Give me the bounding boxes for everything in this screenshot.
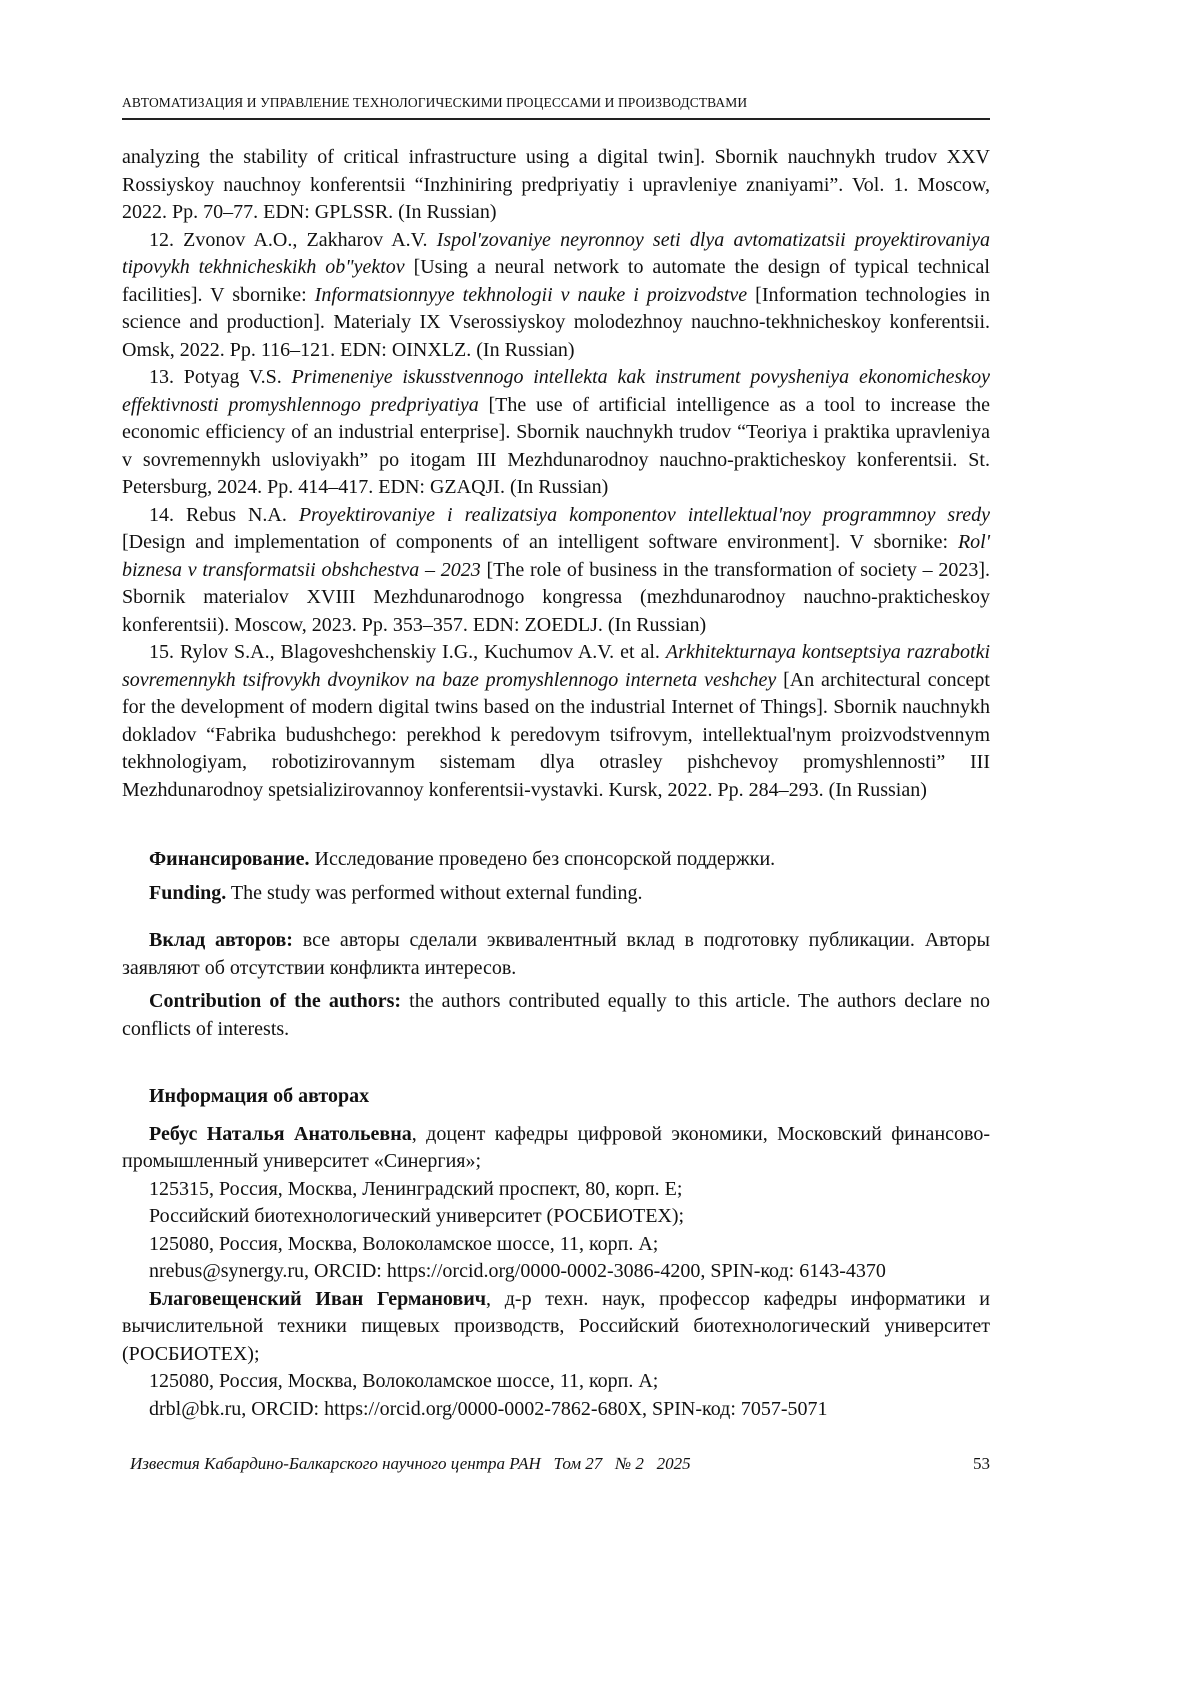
ref-authors: 13. Potyag V.S. — [149, 366, 292, 388]
ref-text: [An architectural concept for the development of modern digital twins based on the industrial Internet of Things]. Sbornik nauchnykh dokladov “Fabrika budushchego: perekhod k peredovym tsifrovym, intellektual'nym proizvodstvennym tekhnologiyam, robotizirovannym sistemam dlya otrasley pishchevoy promyshlennosti” III Mezhdunarodnoy spetsializirovannoy konferentsii-vystavki. Kursk, 2022. Pp. 284–293. (In Russian) — [122, 669, 990, 801]
ref-text: [Design and implementation of components of an intelligent software environment]. V sbornike: — [122, 531, 958, 553]
author-name: Ребус Наталья Анатольевна — [149, 1123, 412, 1145]
ref-authors: 12. Zvonov A.O., Zakharov A.V. — [149, 229, 437, 251]
page — [0, 0, 1200, 1515]
reference-14 — [122, 502, 990, 640]
label: Contribution of the authors: — [149, 990, 401, 1012]
text: все авторы сделали эквивалентный вклад в подготовку публикации. Авторы заявляют об отсутствии конфликта интересов. — [122, 929, 990, 979]
ref-text: [Using a neural network to automate the design of typical technical facilities]. V sbornike: — [122, 256, 990, 306]
ref-text: [The use of artificial intelligence as a tool to increase the economic efficiency of an industrial enterprise]. Sbornik nauchnykh trudov “Teoriya i praktika upravleniya v sovremennykh usloviyakh” po itogam III Mezhdunarodnoy nauchno-prakticheskoy konferentsii. St. Petersburg, 2024. Pp. 414–417. EDN: GZAQJI. (In Russian) — [122, 394, 990, 499]
ref-source: Rol' biznesa v transformatsii obshchestva – 2023 — [122, 531, 990, 581]
ref-authors: 15. Rylov S.A., Blagoveshchenskiy I.G., Kuchumov A.V. et al. — [149, 641, 666, 663]
contribution-section — [122, 927, 990, 1043]
text: The study was performed without external funding. — [226, 882, 642, 904]
author-position: , доцент кафедры цифровой экономики, Московский финансово-промышленный университет «Синергия»; — [122, 1123, 990, 1173]
author-2 — [122, 1286, 990, 1369]
funding-ru — [122, 846, 990, 874]
contribution-ru — [122, 927, 990, 982]
text: Исследование проведено без спонсорской поддержки. — [310, 848, 776, 870]
page-footer — [122, 1453, 990, 1475]
ref-authors: 14. Rebus N.A. — [149, 504, 299, 526]
author-1 — [122, 1121, 990, 1176]
running-header: АВТОМАТИЗАЦИЯ И УПРАВЛЕНИЕ ТЕХНОЛОГИЧЕСКИМИ ПРОЦЕССАМИ И ПРОИЗВОДСТВАМИ — [122, 94, 990, 120]
label: Вклад авторов: — [149, 929, 293, 951]
ref-text: [Information technologies in science and production]. Materialy IX Vserossiyskoy molodezhnoy nauchno-tekhnicheskoy konferentsii. Omsk, 2022. Pp. 116–121. EDN: OINXLZ. (In Russian) — [122, 284, 990, 361]
funding-en — [122, 880, 990, 908]
ref-title: Proyektirovaniye i realizatsiya komponentov intellektual'noy programmnoy sredy — [299, 504, 990, 526]
funding-section — [122, 846, 990, 907]
ref-title: Ispol'zovaniye neyronnoy seti dlya avtomatizatsii proyektirovaniya tipovykh tekhnicheskikh ob"yektov — [122, 229, 990, 279]
label: Funding. — [149, 882, 226, 904]
reference-12 — [122, 227, 990, 365]
ref-title: Arkhitekturnaya kontseptsiya razrabotki sovremennykh tsifrovykh dvoynikov na baze promyshlennogo interneta veshchey — [122, 641, 990, 691]
author-address: 125080, Россия, Москва, Волоколамское шоссе, 11, корп. А; — [122, 1368, 990, 1396]
authors-heading: Информация об авторах — [122, 1083, 990, 1111]
reference-15 — [122, 639, 990, 804]
text: the authors contributed equally to this article. The authors declare no conflicts of interests. — [122, 990, 990, 1040]
author-contacts: drbl@bk.ru, ORCID: https://orcid.org/0000-0002-7862-680X, SPIN-код: 7057-5071 — [122, 1396, 990, 1424]
reference-13 — [122, 364, 990, 502]
authors-info — [122, 1083, 990, 1423]
author-address: 125080, Россия, Москва, Волоколамское шоссе, 11, корп. А; — [122, 1231, 990, 1259]
author-address: 125315, Россия, Москва, Ленинградский проспект, 80, корп. Е; — [122, 1176, 990, 1204]
author-position: , д-р техн. наук, профессор кафедры информатики и вычислительной техники пищевых производств, Российский биотехнологический университет (РОСБИОТЕХ); — [122, 1288, 990, 1365]
author-name: Благовещенский Иван Германович — [149, 1288, 486, 1310]
references-list — [122, 144, 990, 804]
ref-title: Primeneniye iskusstvennogo intellekta kak instrument povysheniya ekonomicheskoy effektivnosti promyshlennogo predpriyatiya — [122, 366, 990, 416]
page-number: 53 — [973, 1453, 990, 1475]
ref-text: [The role of business in the transformation of society – 2023]. Sbornik materialov XVIII Mezhdunarodnogo kongressa (mezhdunarodnoy nauchno-prakticheskoy konferentsii). Moscow, 2023. Pp. 353–357. EDN: ZOEDLJ. (In Russian) — [122, 559, 990, 636]
author-contacts: nrebus@synergy.ru, ORCID: https://orcid.org/0000-0002-3086-4200, SPIN-код: 6143-4370 — [122, 1258, 990, 1286]
label: Финансирование. — [149, 848, 310, 870]
author-affiliation: Российский биотехнологический университет (РОСБИОТЕХ); — [122, 1203, 990, 1231]
contribution-en — [122, 988, 990, 1043]
journal-name: Известия Кабардино-Балкарского научного центра РАН Том 27 № 2 2025 — [130, 1453, 691, 1475]
ref-source: Informatsionnyye tekhnologii v nauke i proizvodstve — [315, 284, 748, 306]
reference-11-tail: analyzing the stability of critical infrastructure using a digital twin]. Sbornik nauchnykh trudov XXV Rossiyskoy nauchnoy konferentsii “Inzhiniring predpriyatiy i upravleniye znaniyami”. Vol. 1. Moscow, 2022. Pp. 70–77. EDN: GPLSSR. (In Russian) — [122, 144, 990, 227]
